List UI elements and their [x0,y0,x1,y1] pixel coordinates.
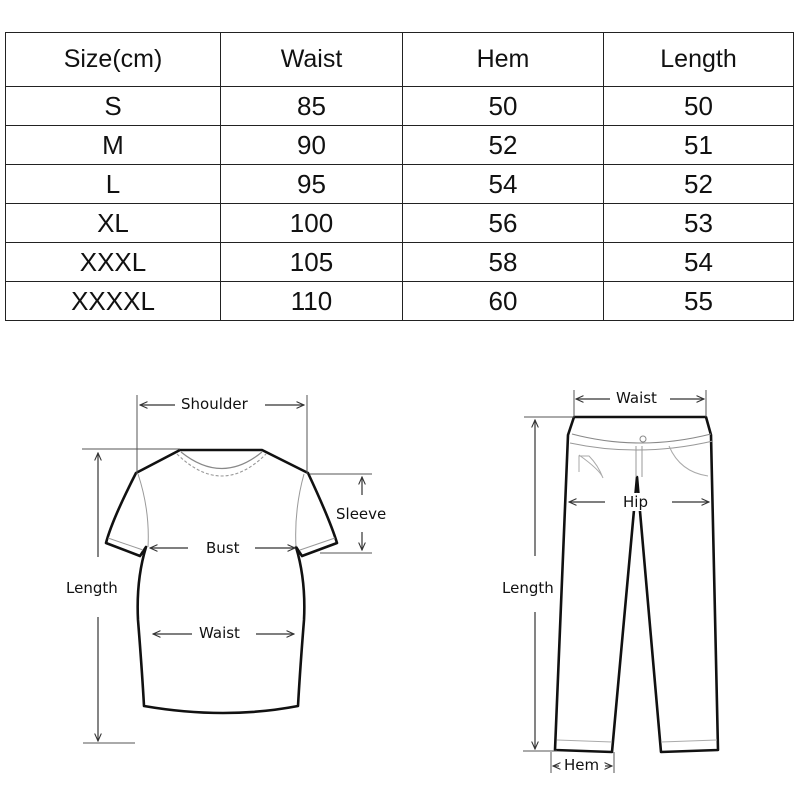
cell-waist: 110 [221,282,403,321]
cell-size: S [6,87,221,126]
cell-waist: 100 [221,204,403,243]
label-pants-waist: Waist [616,389,657,407]
cell-length: 55 [604,282,794,321]
table-row [6,165,794,204]
cell-size: L [6,165,221,204]
label-sleeve: Sleeve [336,505,387,523]
cell-length: 54 [604,243,794,282]
cell-size: XXXXL [6,282,221,321]
cell-size: XL [6,204,221,243]
cell-waist: 90 [221,126,403,165]
cell-hem: 56 [403,204,604,243]
header-size: Size(cm) [6,33,221,87]
label-hip: Hip [623,493,648,511]
cell-hem: 50 [403,87,604,126]
tshirt-outline-icon [0,340,800,800]
tshirt-measurement-diagram [0,340,800,800]
table-row [6,282,794,321]
table-row [6,204,794,243]
label-bust: Bust [206,539,240,557]
cell-hem: 52 [403,126,604,165]
table-row [6,243,794,282]
label-tshirt-waist: Waist [199,624,240,642]
header-hem: Hem [403,33,604,87]
cell-hem: 60 [403,282,604,321]
label-pants-length: Length [502,579,554,597]
cell-hem: 54 [403,165,604,204]
label-hem: Hem [564,756,600,774]
header-waist: Waist [221,33,403,87]
label-tshirt-length: Length [66,579,118,597]
cell-hem: 58 [403,243,604,282]
cell-length: 50 [604,87,794,126]
size-chart-table [5,32,794,321]
cell-waist: 95 [221,165,403,204]
cell-waist: 85 [221,87,403,126]
cell-size: XXXL [6,243,221,282]
cell-length: 51 [604,126,794,165]
table-header-row [6,33,794,87]
header-length: Length [604,33,794,87]
table-row [6,126,794,165]
cell-length: 52 [604,165,794,204]
cell-waist: 105 [221,243,403,282]
cell-size: M [6,126,221,165]
table-row [6,87,794,126]
label-shoulder: Shoulder [181,395,248,413]
cell-length: 53 [604,204,794,243]
